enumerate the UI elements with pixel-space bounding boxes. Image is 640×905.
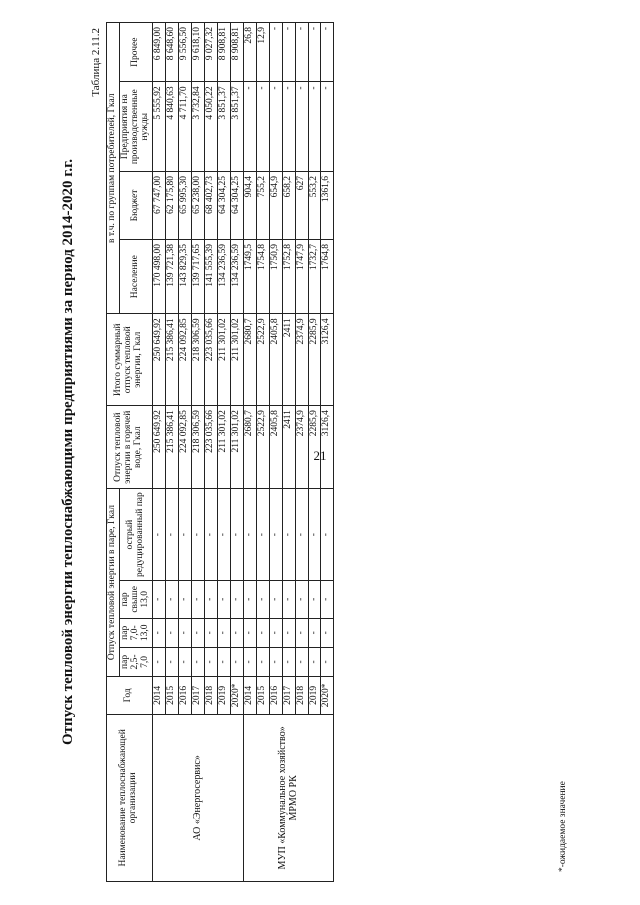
value-cell: - xyxy=(152,647,165,676)
value-cell: 67 747,00 xyxy=(152,171,165,239)
value-cell: 8 908,81 xyxy=(230,23,243,82)
value-cell: 658,2 xyxy=(282,171,295,239)
header-consumer-col: Население xyxy=(119,239,152,313)
value-cell: - xyxy=(295,618,308,647)
year-cell: 2016 xyxy=(269,676,282,714)
value-cell: 5 555,92 xyxy=(152,82,165,172)
header-steam-col: пар 7,0-13,0 xyxy=(119,618,152,647)
value-cell: - xyxy=(308,23,321,82)
value-cell: 250 649,92 xyxy=(152,314,165,406)
value-cell: - xyxy=(191,489,204,581)
header-steam-col: острый редуцированный пар xyxy=(119,489,152,581)
value-cell: - xyxy=(321,618,334,647)
org-name-cell: МУП «Коммунальное хозяйство» МРМО РК xyxy=(243,714,334,881)
value-cell: - xyxy=(282,618,295,647)
value-cell: - xyxy=(256,580,269,618)
header-hot-water: Отпуск тепловой энергии в горячей воде, Гкал xyxy=(107,406,153,489)
value-cell: 3126,4 xyxy=(321,406,334,489)
value-cell: 1750,9 xyxy=(269,239,282,313)
value-cell: - xyxy=(152,580,165,618)
value-cell: - xyxy=(178,618,191,647)
year-cell: 2018 xyxy=(295,676,308,714)
value-cell: - xyxy=(217,618,230,647)
value-cell: - xyxy=(243,489,256,581)
year-cell: 2015 xyxy=(256,676,269,714)
header-steam-group: Отпуск тепловой энергии в паре, Гкал xyxy=(107,489,120,677)
value-cell: - xyxy=(191,618,204,647)
value-cell: - xyxy=(204,618,217,647)
value-cell: 8 648,60 xyxy=(165,23,178,82)
value-cell: 2405,8 xyxy=(269,314,282,406)
value-cell: - xyxy=(178,580,191,618)
value-cell: - xyxy=(308,82,321,172)
value-cell: 6 849,00 xyxy=(152,23,165,82)
value-cell: 1749,5 xyxy=(243,239,256,313)
value-cell: 211 301,02 xyxy=(217,406,230,489)
value-cell: - xyxy=(178,489,191,581)
value-cell: 4 050,22 xyxy=(204,82,217,172)
value-cell: 553,2 xyxy=(308,171,321,239)
value-cell: 2411 xyxy=(282,314,295,406)
value-cell: 64 304,25 xyxy=(230,171,243,239)
year-cell: 2014 xyxy=(152,676,165,714)
value-cell: 3 851,37 xyxy=(230,82,243,172)
value-cell: 755,2 xyxy=(256,171,269,239)
value-cell: - xyxy=(152,618,165,647)
value-cell: 139 721,38 xyxy=(165,239,178,313)
value-cell: 62 175,80 xyxy=(165,171,178,239)
year-cell: 2014 xyxy=(243,676,256,714)
value-cell: - xyxy=(308,618,321,647)
year-cell: 2017 xyxy=(191,676,204,714)
value-cell: - xyxy=(191,580,204,618)
value-cell: 2680,7 xyxy=(243,406,256,489)
value-cell: 139 717,65 xyxy=(191,239,204,313)
value-cell: 2411 xyxy=(282,406,295,489)
value-cell: 3 732,84 xyxy=(191,82,204,172)
year-cell: 2015 xyxy=(165,676,178,714)
value-cell: 2285,9 xyxy=(308,406,321,489)
value-cell: 250 649,92 xyxy=(152,406,165,489)
value-cell: - xyxy=(230,618,243,647)
value-cell: - xyxy=(152,489,165,581)
value-cell: - xyxy=(204,580,217,618)
value-cell: - xyxy=(243,82,256,172)
value-cell: - xyxy=(282,82,295,172)
value-cell: - xyxy=(269,82,282,172)
value-cell: - xyxy=(269,580,282,618)
value-cell: 2522,9 xyxy=(256,314,269,406)
footnote: *-ожидаемое значение xyxy=(558,781,568,872)
table-row xyxy=(152,23,165,882)
value-cell: 12,9 xyxy=(256,23,269,82)
header-consumer-group: в т.ч. по группам потребителей, Гкал xyxy=(107,23,120,314)
value-cell: 9 027,32 xyxy=(204,23,217,82)
value-cell: - xyxy=(295,23,308,82)
value-cell: 224 092,85 xyxy=(178,314,191,406)
value-cell: - xyxy=(230,489,243,581)
value-cell: 223 035,66 xyxy=(204,314,217,406)
value-cell: - xyxy=(256,82,269,172)
value-cell: 3 851,37 xyxy=(217,82,230,172)
value-cell: - xyxy=(321,647,334,676)
value-cell: - xyxy=(295,647,308,676)
year-cell: 2018 xyxy=(204,676,217,714)
header-consumer-col: Предприятия на производственные нужды xyxy=(119,82,152,172)
value-cell: - xyxy=(178,647,191,676)
value-cell: 215 386,41 xyxy=(165,314,178,406)
value-cell: - xyxy=(295,489,308,581)
value-cell: 1764,8 xyxy=(321,239,334,313)
value-cell: 211 301,02 xyxy=(217,314,230,406)
value-cell: - xyxy=(321,23,334,82)
value-cell: 2374,9 xyxy=(295,406,308,489)
header-consumer-col: Прочее xyxy=(119,23,152,82)
value-cell: 215 386,41 xyxy=(165,406,178,489)
value-cell: - xyxy=(165,618,178,647)
year-cell: 2017 xyxy=(282,676,295,714)
value-cell: 4 711,70 xyxy=(178,82,191,172)
value-cell: 3126,4 xyxy=(321,314,334,406)
value-cell: 627 xyxy=(295,171,308,239)
value-cell: - xyxy=(191,647,204,676)
value-cell: 26,8 xyxy=(243,23,256,82)
year-cell: 2019 xyxy=(217,676,230,714)
value-cell: 904,4 xyxy=(243,171,256,239)
value-cell: 143 829,35 xyxy=(178,239,191,313)
header-year: Год xyxy=(107,676,153,714)
value-cell: - xyxy=(321,580,334,618)
header-steam-col: пар 2,5-7,0 xyxy=(119,647,152,676)
value-cell: - xyxy=(282,23,295,82)
value-cell: - xyxy=(256,489,269,581)
value-cell: 65 238,00 xyxy=(191,171,204,239)
value-cell: 2374,9 xyxy=(295,314,308,406)
value-cell: 1732,7 xyxy=(308,239,321,313)
table-body xyxy=(152,23,334,882)
value-cell: - xyxy=(165,580,178,618)
value-cell: - xyxy=(243,647,256,676)
header-org: Наименование теплоснабжающей организации xyxy=(107,714,153,881)
value-cell: - xyxy=(282,580,295,618)
rotated-table-sheet xyxy=(60,22,580,882)
value-cell: - xyxy=(165,489,178,581)
header-total: Итого суммарный отпуск тепловой энергии, Гкал xyxy=(107,314,153,406)
value-cell: 1752,8 xyxy=(282,239,295,313)
value-cell: 218 306,59 xyxy=(191,314,204,406)
value-cell: - xyxy=(217,580,230,618)
value-cell: 2285,9 xyxy=(308,314,321,406)
value-cell: - xyxy=(204,489,217,581)
value-cell: - xyxy=(256,647,269,676)
value-cell: 1754,8 xyxy=(256,239,269,313)
value-cell: - xyxy=(230,580,243,618)
heat-supply-table xyxy=(106,22,334,882)
year-cell: 2020* xyxy=(230,676,243,714)
value-cell: 134 236,59 xyxy=(230,239,243,313)
year-cell: 2016 xyxy=(178,676,191,714)
value-cell: - xyxy=(269,618,282,647)
value-cell: - xyxy=(308,647,321,676)
value-cell: - xyxy=(321,489,334,581)
value-cell: - xyxy=(282,489,295,581)
value-cell: 211 301,02 xyxy=(230,406,243,489)
value-cell: - xyxy=(321,82,334,172)
value-cell: 4 840,63 xyxy=(165,82,178,172)
value-cell: - xyxy=(308,580,321,618)
value-cell: - xyxy=(308,489,321,581)
value-cell: - xyxy=(269,489,282,581)
value-cell: 224 092,85 xyxy=(178,406,191,489)
page-number: 21 xyxy=(313,448,327,463)
value-cell: - xyxy=(165,647,178,676)
value-cell: - xyxy=(204,647,217,676)
org-name-cell: АО «Энергосервис» xyxy=(152,714,243,881)
value-cell: 223 035,66 xyxy=(204,406,217,489)
header-consumer-col: Бюджет xyxy=(119,171,152,239)
value-cell: 134 236,59 xyxy=(217,239,230,313)
value-cell: 1747,9 xyxy=(295,239,308,313)
value-cell: - xyxy=(282,647,295,676)
value-cell: 218 306,59 xyxy=(191,406,204,489)
value-cell: 2680,7 xyxy=(243,314,256,406)
table-row xyxy=(243,23,256,882)
value-cell: 68 402,73 xyxy=(204,171,217,239)
year-cell: 2019 xyxy=(308,676,321,714)
value-cell: 654,9 xyxy=(269,171,282,239)
value-cell: - xyxy=(217,489,230,581)
table-title: Отпуск тепловой энергии теплоснабжающими предприятиями за период 2014-2020 г.г. xyxy=(60,158,76,746)
value-cell: - xyxy=(217,647,230,676)
value-cell: - xyxy=(269,647,282,676)
value-cell: 2522,9 xyxy=(256,406,269,489)
value-cell: - xyxy=(243,580,256,618)
year-cell: 2020* xyxy=(321,676,334,714)
header-steam-col: пар свыше 13,0 xyxy=(119,580,152,618)
value-cell: - xyxy=(269,23,282,82)
value-cell: 8 908,81 xyxy=(217,23,230,82)
value-cell: 1361,6 xyxy=(321,171,334,239)
value-cell: 65 995,30 xyxy=(178,171,191,239)
value-cell: - xyxy=(256,618,269,647)
table-id: Таблица 2.11.2 xyxy=(90,28,102,97)
value-cell: 2405,8 xyxy=(269,406,282,489)
value-cell: 9 556,50 xyxy=(178,23,191,82)
value-cell: - xyxy=(295,82,308,172)
value-cell: 64 304,25 xyxy=(217,171,230,239)
value-cell: - xyxy=(243,618,256,647)
value-cell: - xyxy=(295,580,308,618)
value-cell: 141 555,39 xyxy=(204,239,217,313)
value-cell: - xyxy=(230,647,243,676)
value-cell: 170 498,00 xyxy=(152,239,165,313)
value-cell: 9 618,10 xyxy=(191,23,204,82)
value-cell: 211 301,02 xyxy=(230,314,243,406)
